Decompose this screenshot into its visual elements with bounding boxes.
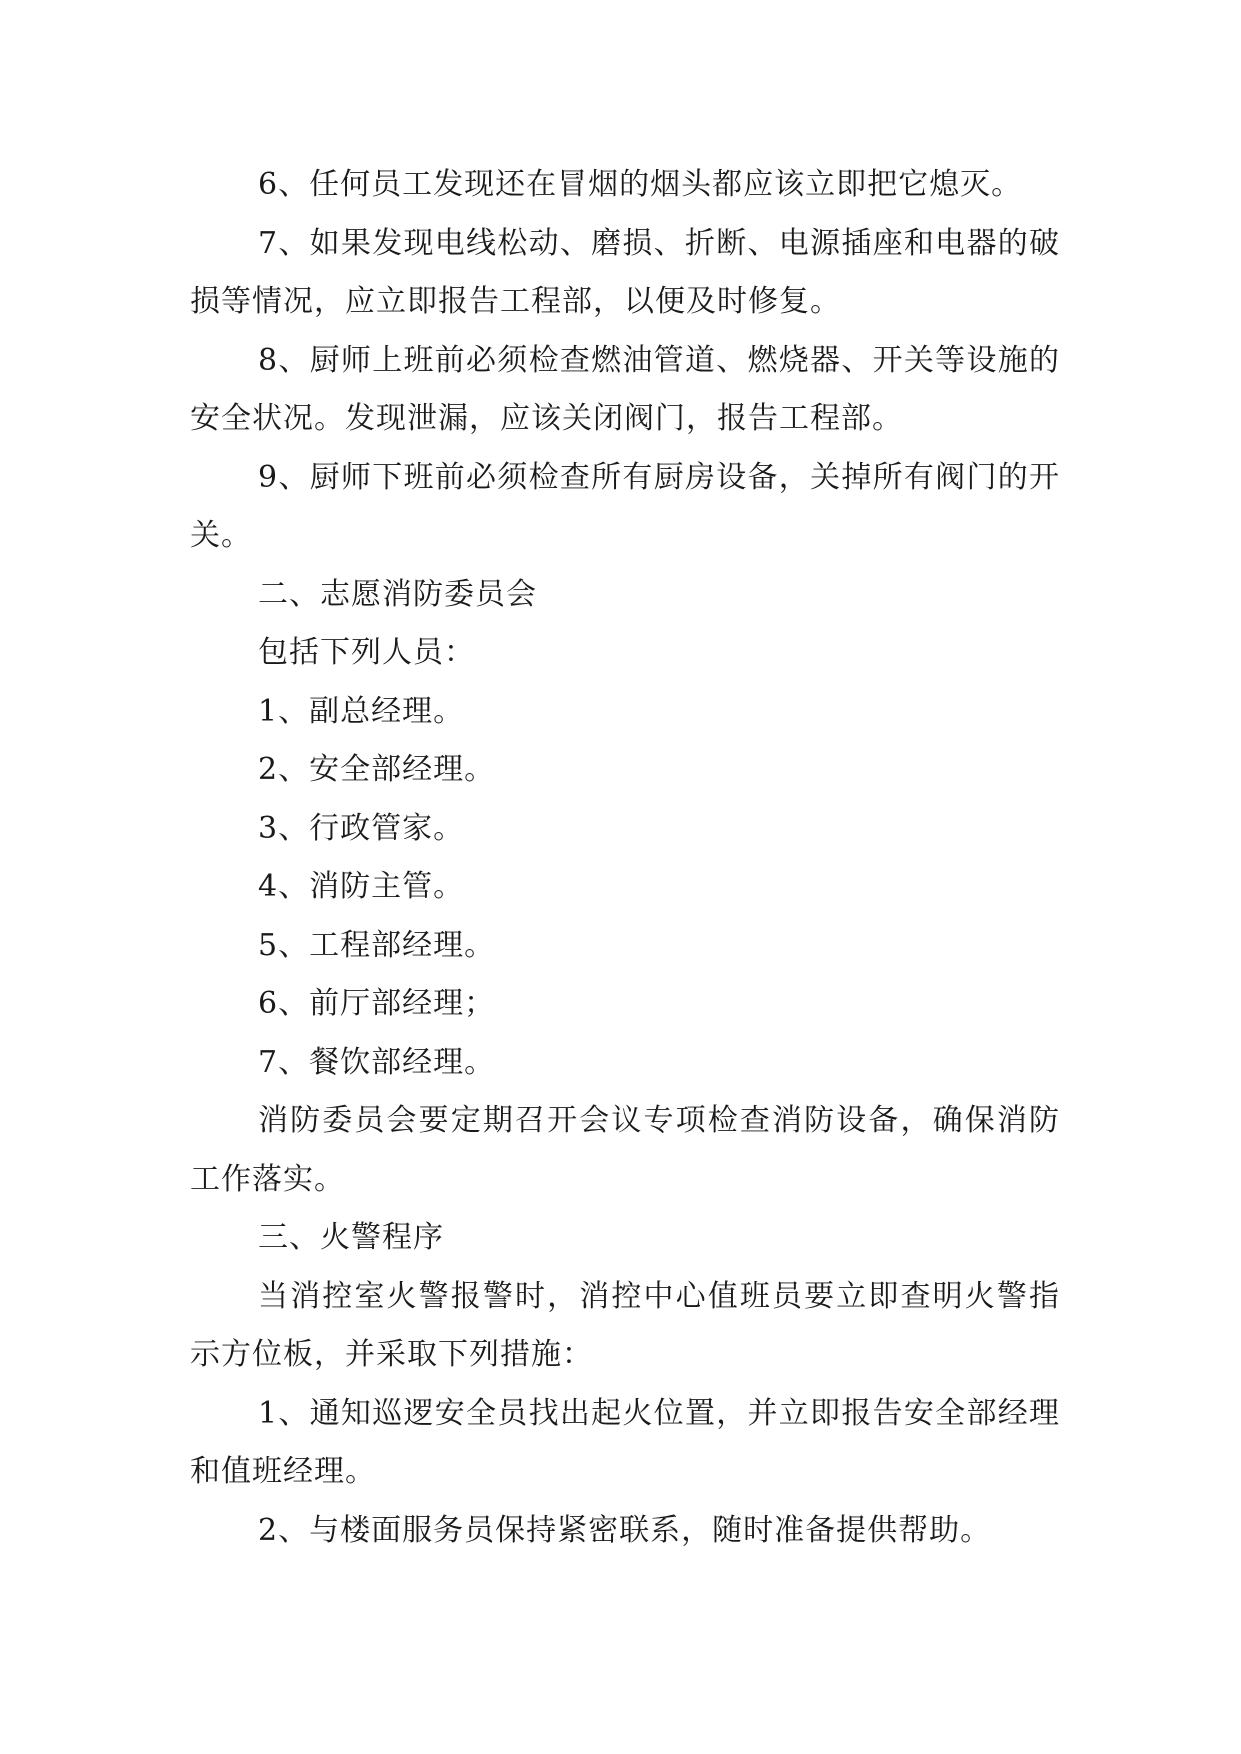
list-item-member: 1、副总经理。 [258, 693, 465, 729]
list-item-measure: 2、与楼面服务员保持紧密联系，随时准备提供帮助。 [258, 1512, 992, 1548]
list-item-measure: 1、通知巡逻安全员找出起火位置，并立即报告安全部经理和值班经理。 [190, 1395, 1060, 1489]
list-item-member: 5、工程部经理。 [258, 927, 496, 963]
list-item-member: 4、消防主管。 [258, 869, 465, 904]
paragraph-rule-8: 8、厨师上班前必须检查燃油管道、燃烧器、开关等设施的安全状况。发现泄漏，应该关闭阀门，报告工程部。 [190, 342, 1060, 436]
document-body [190, 156, 1060, 1560]
paragraph-members-intro: 包括下列人员： [258, 635, 475, 670]
paragraph-rule-9: 9、厨师下班前必须检查所有厨房设备，关掉所有阀门的开关。 [190, 459, 1060, 553]
list-item-member: 7、餐饮部经理。 [258, 1044, 496, 1080]
paragraph-committee-duty: 消防委员会要定期召开会议专项检查消防设备，确保消防工作落实。 [190, 1103, 1060, 1197]
paragraph-alarm-response: 当消控室火警报警时，消控中心值班员要立即查明火警指示方位板，并采取下列措施： [190, 1278, 1060, 1372]
paragraph-rule-6: 6、任何员工发现还在冒烟的烟头都应该立即把它熄灭。 [258, 167, 1023, 202]
list-item-member: 6、前厅部经理； [258, 986, 496, 1021]
paragraph-rule-7: 7、如果发现电线松动、磨损、折断、电源插座和电器的破损等情况，应立即报告工程部，以便及时修复。 [190, 225, 1060, 319]
list-item-member: 2、安全部经理。 [258, 752, 496, 787]
section-heading-volunteer-committee: 二、志愿消防委员会 [258, 576, 537, 612]
list-item-member: 3、行政管家。 [258, 810, 465, 846]
section-heading-fire-alarm-procedure: 三、火警程序 [258, 1220, 444, 1255]
